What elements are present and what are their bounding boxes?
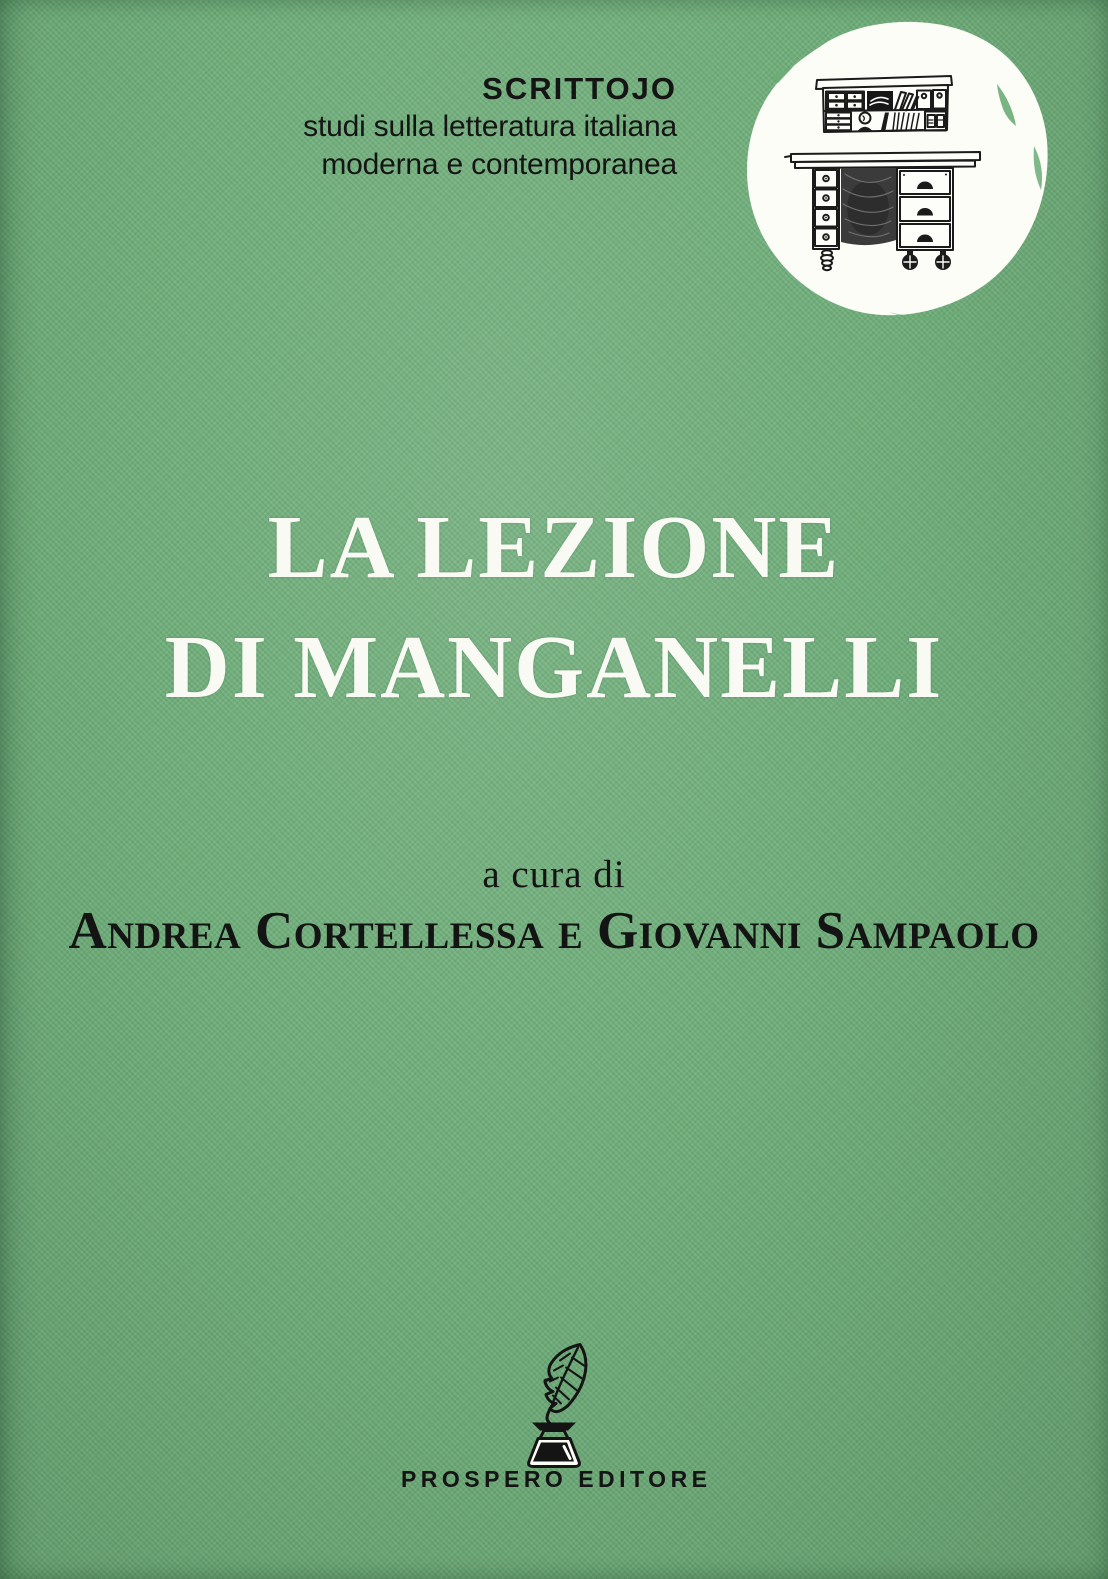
- quill-and-inkwell-icon: [508, 1336, 608, 1469]
- series-emblem: [731, 6, 1065, 340]
- writing-desk-illustration: [731, 6, 1065, 340]
- authors-names: Andrea Cortellessa e Giovanni Sampaolo: [68, 902, 1040, 960]
- byline-label: a cura di: [482, 853, 626, 896]
- series-block: [303, 70, 677, 184]
- series-subtitle-line1: studi sulla letteratura italiana: [303, 110, 677, 143]
- book-title-line2: DI MANGANELLI: [164, 618, 944, 717]
- book-title-line1: LA LEZIONE: [267, 498, 841, 597]
- series-name: SCRITTOJO: [482, 71, 677, 106]
- book-title: [0, 488, 1108, 728]
- series-subtitle-line2: moderna e contemporanea: [321, 148, 677, 181]
- publisher-name: PROSPERO EDITORE: [400, 1466, 712, 1492]
- publisher-logo: [508, 1336, 608, 1469]
